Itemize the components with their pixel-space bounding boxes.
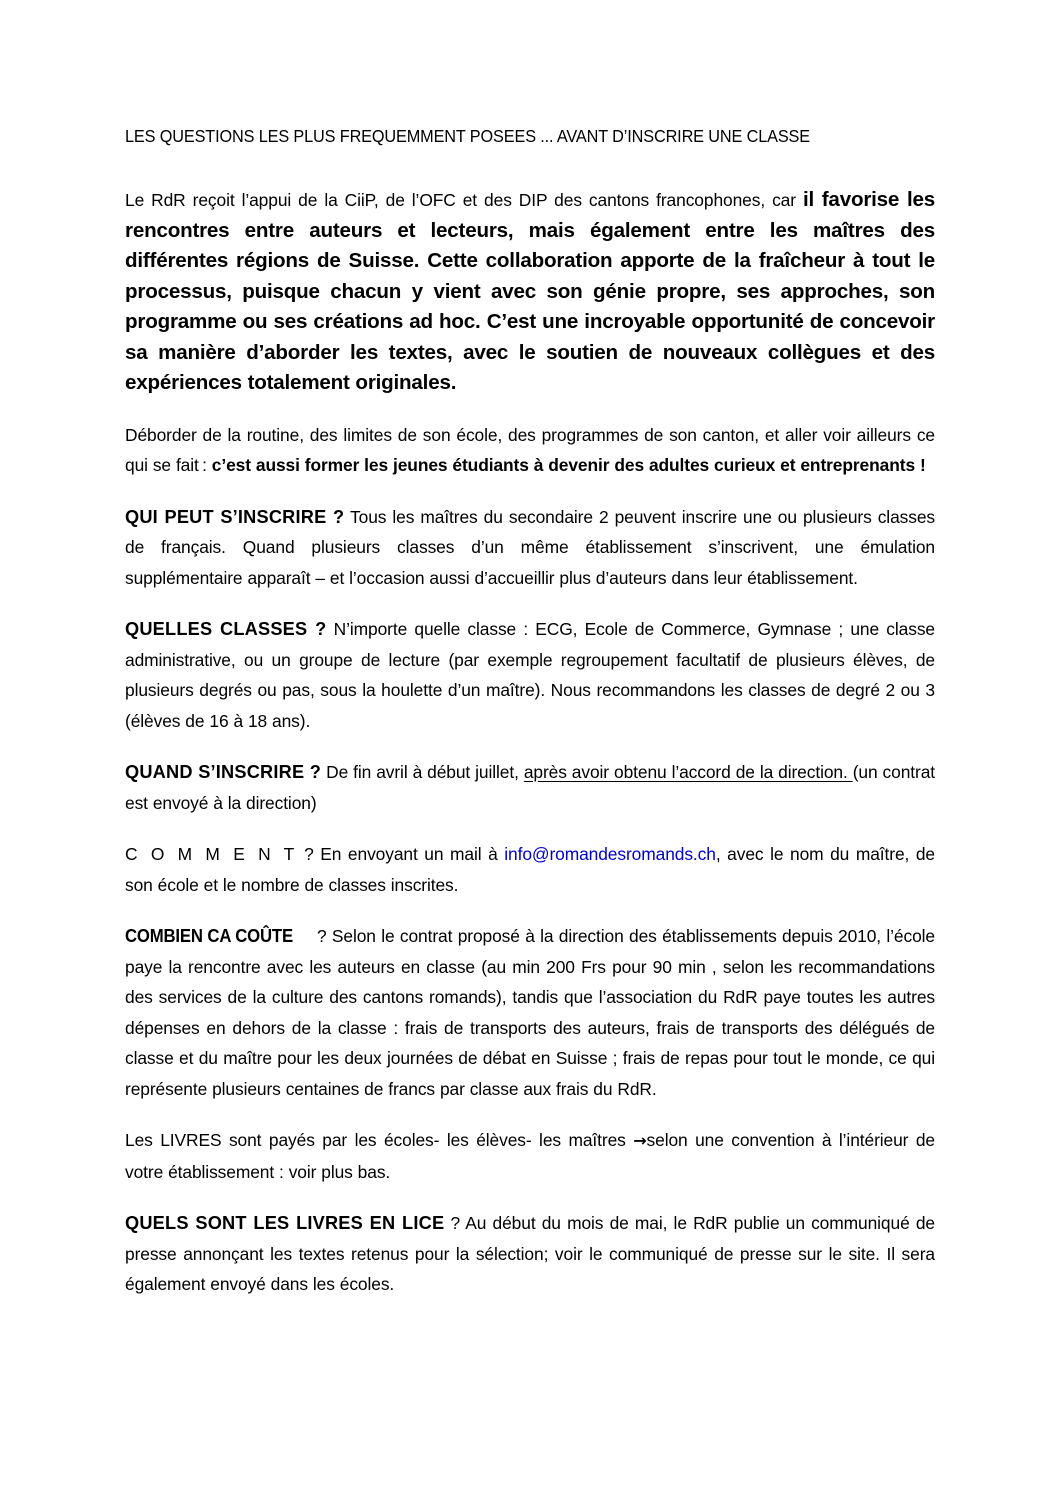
paragraph-comment bbox=[125, 839, 935, 900]
paragraph-deborder bbox=[125, 420, 935, 481]
body-comment-after: , avec le nom du maître, de son école et le nombre de classes inscrites. bbox=[125, 844, 935, 895]
paragraph-quand-sinscrire bbox=[125, 757, 935, 818]
paragraph-quelles-classes bbox=[125, 614, 935, 736]
body-quand-underlined: après avoir obtenu l’accord de la direction. bbox=[523, 762, 853, 782]
heading-combien-ca-coute: COMBIEN CA COÛTE bbox=[125, 925, 293, 946]
deborder-bold-text: c’est aussi former les jeunes étudiants à devenir des adultes curieux et entreprenants ! bbox=[211, 455, 926, 475]
page-title: LES QUESTIONS LES PLUS FREQUEMMENT POSEES ... AVANT D’INSCRIRE UNE CLASSE bbox=[125, 126, 811, 146]
heading-quelles-classes: QUELLES CLASSES ? bbox=[125, 619, 327, 639]
heading-comment: C O M M E N T bbox=[125, 844, 298, 864]
paragraph-intro bbox=[125, 185, 935, 399]
heading-quand-sinscrire: QUAND S’INSCRIRE ? bbox=[125, 762, 322, 782]
right-arrow-icon: → bbox=[633, 1131, 647, 1150]
paragraph-qui-peut-sinscrire bbox=[125, 502, 935, 594]
paragraph-quels-sont-les-livres-en-lice bbox=[125, 1208, 935, 1300]
deborder-normal-text: Déborder de la routine, des limites de son école, des programmes de son canton, et aller voir ailleurs ce qui se fait : bbox=[125, 424, 935, 475]
livres-text-before-arrow: Les LIVRES sont payés par les écoles- les élèves- les maîtres bbox=[125, 1130, 634, 1150]
intro-lead-text: Le RdR reçoit l’appui de la CiiP, de l’OFC et des DIP des cantons francophones, car bbox=[125, 190, 803, 210]
intro-emphasis-text: il favorise les rencontres entre auteurs et lecteurs, mais également entre les maîtres des différentes régions de Suisse. Cette collaboration apporte de la fraîcheur à tout le processus, puisque chacun y vient avec son génie propre, ses approches, son programme ou ses créations ad hoc. C’est une incroyable opportunité de concevoir sa manière d’aborder les textes, avec le soutien de nouveaux collègues et des expériences totalement originales. bbox=[125, 188, 935, 394]
body-comment-before: ? En envoyant un mail à bbox=[297, 844, 505, 864]
body-combien-ca-coute: ? Selon le contrat proposé à la direction des établissements depuis 2010, l’école paye la rencontre avec les auteurs en classe (au min 200 Frs pour 90 min , selon les recommandations des services de la culture des cantons romands), tandis que l’association du RdR paye toutes les autres dépenses en dehors de la classe : frais de transports des auteurs, frais de transports des délégués de classe et du maître pour les deux journées de débat en Suisse ; frais de repas pour tout le monde, ce qui représente plusieurs centaines de francs par classe aux frais du RdR. bbox=[125, 926, 935, 1099]
body-qui-peut-sinscrire: Tous les maîtres du secondaire 2 peuvent inscrire une ou plusieurs classes de français. Quand plusieurs classes d’un même établissement s’inscrivent, une émulation supplémentaire apparaît – et l’occasion aussi d’accueillir plus d’auteurs dans leur établissement. bbox=[125, 506, 936, 588]
heading-quels-sont-les-livres-en-lice: QUELS SONT LES LIVRES EN LICE bbox=[125, 1213, 445, 1233]
livres-text-after-arrow: selon une convention à l’intérieur de votre établissement : voir plus bas. bbox=[125, 1130, 935, 1182]
body-quand-after: (un contrat est envoyé à la direction) bbox=[125, 762, 936, 813]
body-quels-sont-les-livres-en-lice: ? Au début du mois de mai, le RdR publie un communiqué de presse annonçant les textes retenus pour la sélection; voir le communiqué de presse sur le site. Il sera également envoyé dans les écoles. bbox=[125, 1213, 935, 1294]
document-body bbox=[125, 126, 935, 1300]
paragraph-combien-ca-coute bbox=[125, 921, 935, 1104]
body-quelles-classes: N’importe quelle classe : ECG, Ecole de Commerce, Gymnase ; une classe administrative, ou un groupe de lecture (par exemple regroupement facultatif de plusieurs élèves, de plusieurs degrés ou pas, sous la houlette d’un maître). Nous recommandons les classes de degré 2 ou 3 (élèves de 16 à 18 ans). bbox=[125, 619, 935, 731]
email-link[interactable]: info@romandesromands.ch bbox=[504, 844, 716, 864]
body-quand-before: De fin avril à début juillet, bbox=[321, 762, 524, 782]
heading-qui-peut-sinscrire: QUI PEUT S’INSCRIRE ? bbox=[125, 506, 345, 527]
paragraph-livres bbox=[125, 1125, 935, 1187]
